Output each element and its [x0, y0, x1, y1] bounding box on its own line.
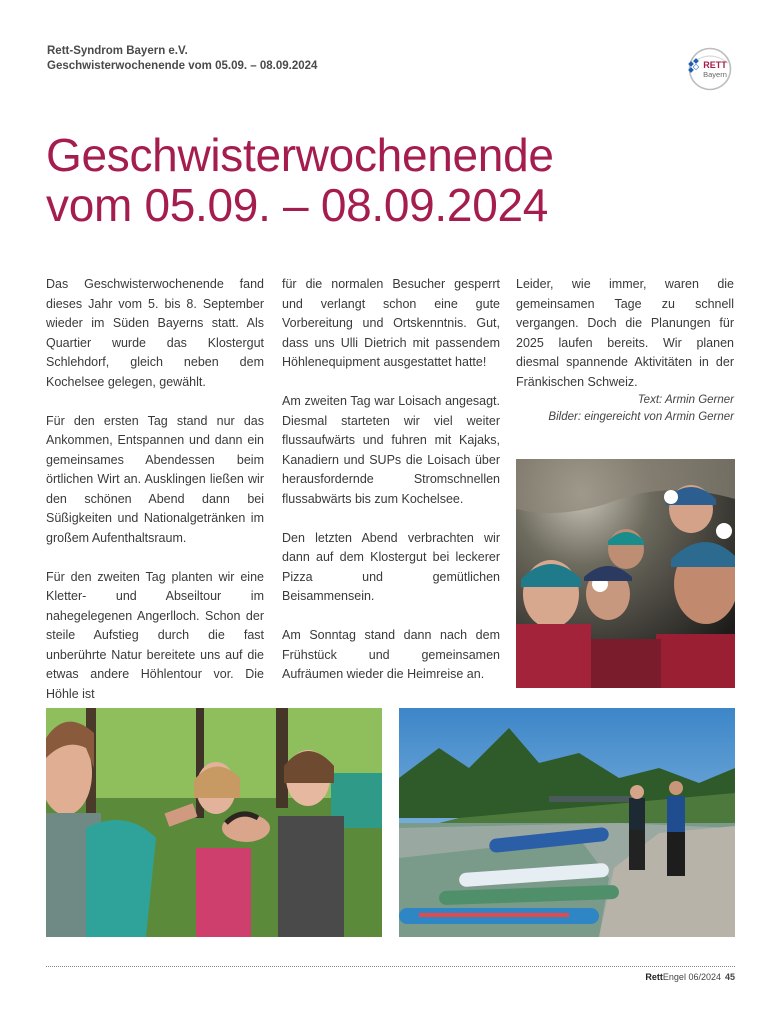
text-column-3	[516, 275, 734, 426]
page-number: 45	[724, 972, 735, 982]
paragraph: Am Sonntag stand dann nach dem Frühstück und gemeinsamen Aufräumen wieder die Heimreise an.	[282, 628, 500, 681]
kids-forest-photo	[46, 708, 382, 937]
running-header	[47, 44, 317, 74]
paragraph: Das Geschwisterwochenende fand dieses Jahr vom 5. bis 8. September wieder im Süden Bayerns statt. Als Quartier wurde das Klostergut Schlehdorf, gleich neben dem Kochelsee gelegen, gewählt.	[46, 277, 264, 389]
text-credit: Text: Armin Gerner	[637, 394, 734, 406]
text-column-2	[282, 275, 500, 704]
text-column-1	[46, 275, 264, 724]
paragraph: Leider, wie immer, waren die gemeinsamen Tage zu schnell vergangen. Doch die Planungen für 2025 laufen bereits. Wir planen diesmal spannende Aktivitäten in der Fränkischen Schweiz.	[516, 277, 734, 389]
paragraph: Den letzten Abend verbrachten wir dann auf dem Klostergut bei leckerer Pizza und gemütlichen Beisammensein.	[282, 530, 500, 603]
title-line-1: Geschwisterwochenende	[46, 129, 554, 181]
rett-bayern-logo	[686, 47, 734, 91]
footer-brand-rest: Engel 06/2024	[662, 972, 721, 982]
paragraph: Für den zweiten Tag planten wir eine Kletter- und Abseiltour im nahegelegenen Angerlloch. Schon der steile Aufstieg durch die fast unberührte Natur bereitete uns auf die etwas andere Höhlentour vor. Die Höhle ist	[46, 569, 264, 701]
river-sup-photo	[399, 708, 735, 937]
logo-text-rett: RETT	[703, 60, 727, 70]
footer-rule	[46, 966, 735, 967]
paragraph: Für den ersten Tag stand nur das Ankommen, Entspannen und dann ein gemeinsames Abendessen beim örtlichen Wirt an. Ausklingen ließen wir den schönen Abend dann bei Süßigkeiten und Nationalgetränken im großem Aufenthaltsraum.	[46, 413, 264, 545]
cave-selfie-photo	[516, 459, 735, 688]
header-subtitle: Geschwisterwochenende vom 05.09. – 08.09.2024	[47, 60, 318, 72]
footer-brand-bold: Rett	[645, 972, 663, 982]
header-org: Rett-Syndrom Bayern e.V.	[47, 45, 188, 57]
title-line-2: vom 05.09. – 08.09.2024	[46, 179, 549, 231]
paragraph: für die normalen Besucher gesperrt und verlangt schon eine gute Vorbereitung und Ortskenntnis. Gut, dass uns Ulli Dietrich mit passendem Höhlenequipment ausgestattet hatte!	[282, 277, 500, 369]
photo-credit: Bilder: eingereicht von Armin Gerner	[548, 411, 734, 423]
logo-text-bayern: Bayern	[703, 70, 727, 79]
page-title	[46, 130, 554, 230]
page-footer	[645, 972, 735, 982]
paragraph: Am zweiten Tag war Loisach angesagt. Diesmal starteten wir viel weiter flussaufwärts und fuhren mit Kajaks, Kanadiern und SUPs die Loisach über herausfordernde Stromschnellen flussabwärts bis zum Kochelsee.	[282, 394, 500, 506]
